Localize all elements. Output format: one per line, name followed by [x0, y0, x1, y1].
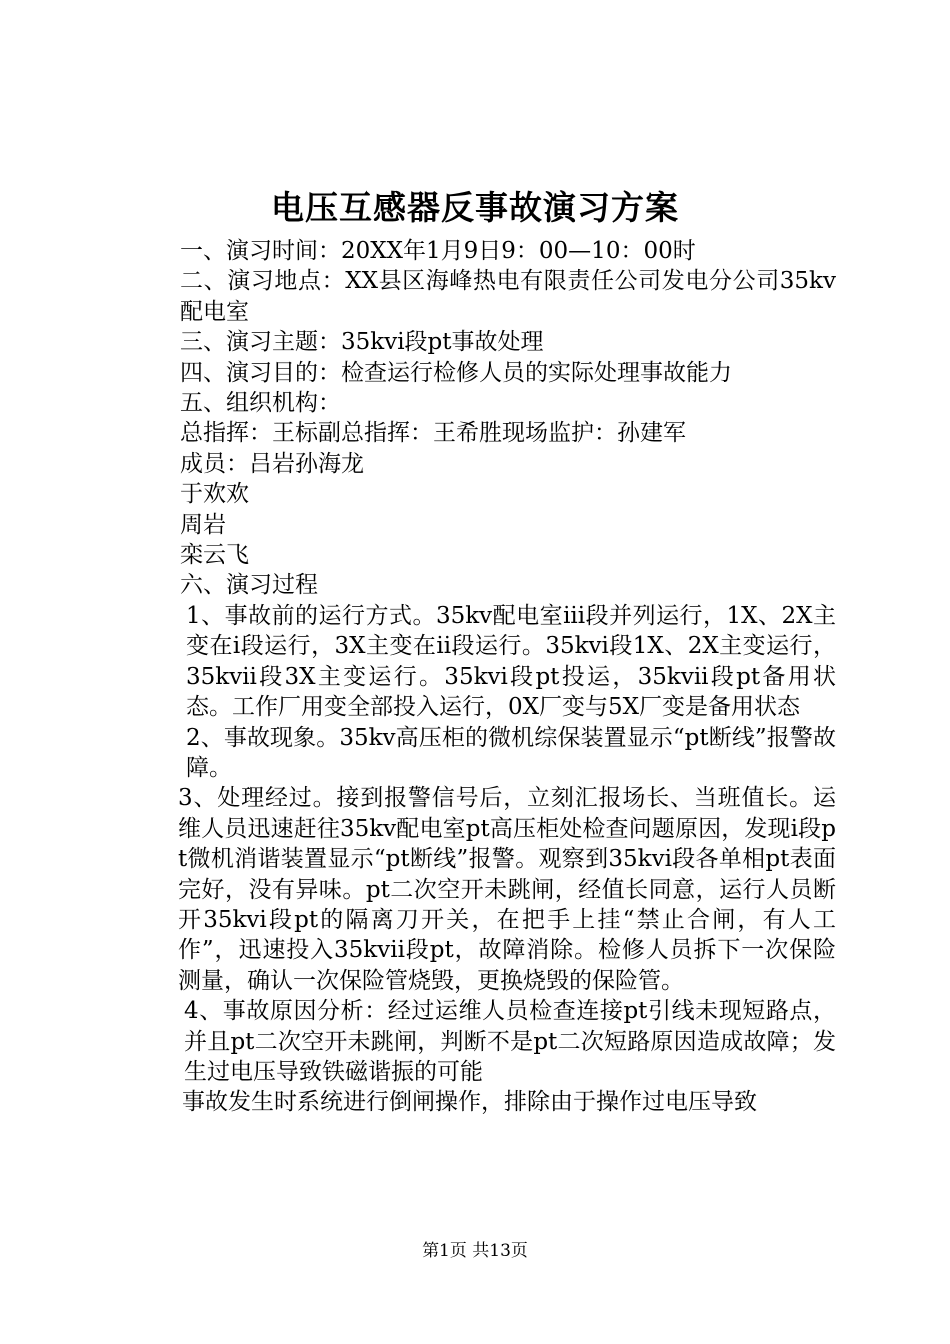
paragraph-operation-mode: 1、事故前的运行方式。35kv配电室iii段并列运行，1X、2X主变在i段运行，3X主变在ii段运行。35kvi段1X、2X主变运行，35kvii段3X主变运行。35kvi段pt投运，35kvii段pt备用状态。工作厂用变全部投入运行，0X厂变与5X厂变是备用状态 [186, 602, 836, 721]
member-name: 栾云飞 [180, 542, 249, 569]
member-name: 于欢欢 [180, 481, 249, 508]
drill-purpose-line: 四、演习目的：检查运行检修人员的实际处理事故能力 [180, 359, 732, 386]
document-title: 电压互感器反事故演习方案 [271, 188, 679, 227]
document-body [128, 236, 836, 1118]
paragraph-cause-analysis: 4、事故原因分析：经过运维人员检查连接pt引线未现短路点，并且pt二次空开未跳闸，判断不是pt二次短路原因造成故障；发生过电压导致铁磁谐振的可能 [184, 998, 836, 1085]
drill-process-heading: 六、演习过程 [180, 572, 318, 599]
organization-heading: 五、组织机构： [180, 390, 341, 417]
drill-theme-line: 三、演习主题：35kvi段pt事故处理 [180, 329, 544, 356]
member-name: 周岩 [180, 511, 226, 538]
page-number: 第1页 共13页 [422, 1241, 528, 1261]
commanders-line: 总指挥：王标副总指挥：王希胜现场监护：孙建军 [180, 420, 686, 447]
paragraph-continuation: 事故发生时系统进行倒闸操作，排除由于操作过电压导致 [182, 1089, 757, 1116]
paragraph-fault-phenomenon: 2、事故现象。35kv高压柜的微机综保装置显示“pt断线”报警故障。 [186, 724, 836, 781]
drill-location-line: 二、演习地点：XX县区海峰热电有限责任公司发电分公司35kv配电室 [180, 268, 836, 325]
members-line: 成员：吕岩孙海龙 [180, 450, 364, 477]
drill-time-line: 一、演习时间：20XX年1月9日9：00—10：00时 [180, 238, 696, 264]
paragraph-handling-process: 3、处理经过。接到报警信号后，立刻汇报场长、当班值长。运维人员迅速赶往35kv配电室pt高压柜处检查问题原因，发现i段pt微机消谐装置显示“pt断线”报警。观察到35kvi段各单相pt表面完好，没有异味。pt二次空开未跳闸，经值长同意，运行人员断开35kvi段pt的隔离刀开关，在把手上挂“禁止合闸，有人工作”，迅速投入35kvii段pt，故障消除。检修人员拆下一次保险测量，确认一次保险管烧毁，更换烧毁的保险管。 [178, 785, 836, 994]
